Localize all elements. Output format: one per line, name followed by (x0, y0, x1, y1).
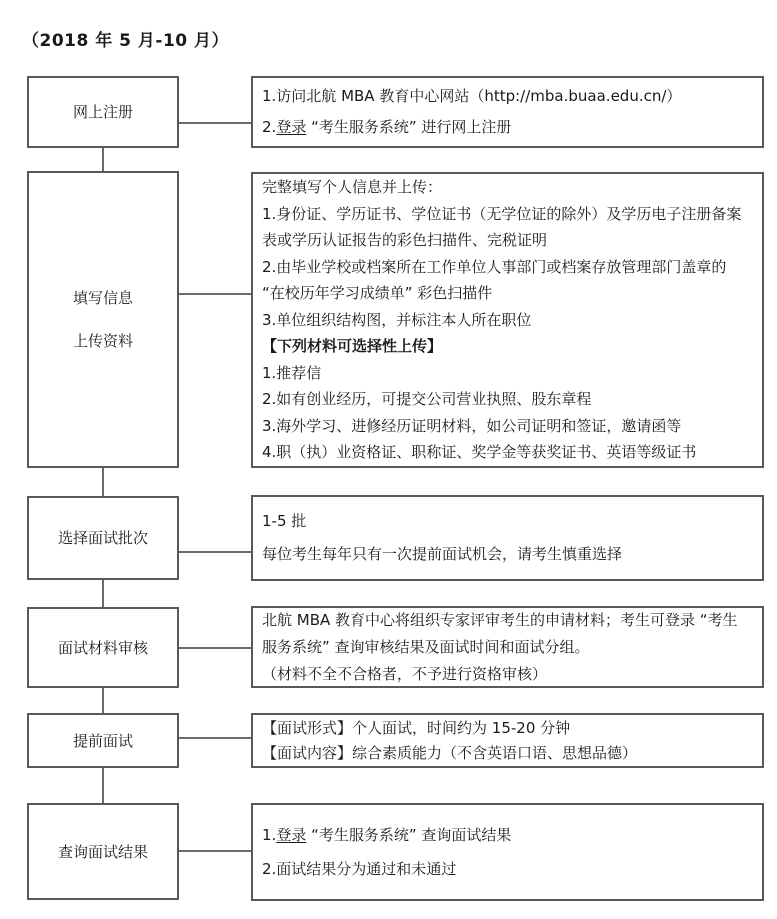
step-detail-fill-info-upload-materials (251, 172, 764, 468)
text-line: 北航 MBA 教育中心将组织专家评审考生的申请材料；考生可登录 “考生 (262, 610, 738, 629)
text-line: 提前面试 (72, 731, 133, 750)
connector-vertical-1 (102, 148, 104, 171)
text-line: 【面试内容】综合素质能力（不含英语口语、思想品德） (262, 743, 638, 762)
text-line: 2.如有创业经历，可提交公司营业执照、股东章程 (262, 390, 592, 409)
step-box-online-registration (27, 76, 179, 148)
text-line: 2.由毕业学校或档案所在工作单位人事部门或档案存放管理部门盖章的 (262, 257, 727, 276)
connector-vertical-5 (102, 768, 104, 803)
text-line: 选择面试批次 (57, 529, 148, 547)
text-line: 3.海外学习、进修经历证明材料，如公司证明和签证，邀请函等 (262, 416, 682, 435)
text-line: 1.身份证、学历证书、学位证书（无学位证的除外）及学历电子注册备案 (262, 204, 742, 223)
connector-vertical-3 (102, 580, 104, 607)
text-line: 表或学历认证报告的彩色扫描件、完税证明 (262, 231, 548, 250)
connector-horizontal-2 (179, 293, 251, 295)
text-line: 上传资料 (72, 332, 133, 350)
text-line: 2.登录 “考生服务系统” 进行网上注册 (262, 118, 512, 136)
text-line: 4.职（执）业资格证、职称证、奖学金等获奖证书、英语等级证书 (262, 443, 697, 462)
text-line: 填写信息 (72, 289, 133, 307)
connector-vertical-4 (102, 688, 104, 713)
text-line: “在校历年学习成绩单” 彩色扫描件 (262, 284, 493, 303)
text-line: 1.登录 “考生服务系统” 查询面试结果 (262, 826, 512, 844)
page-title: （2018 年 5 月-10 月） (22, 31, 230, 51)
step-box-choose-interview-batch (27, 496, 179, 580)
connector-horizontal-6 (179, 850, 251, 852)
step-detail-check-interview-result (251, 803, 764, 901)
text-line: 每位考生每年只有一次提前面试机会，请考生慎重选择 (262, 545, 623, 563)
text-line: 2.面试结果分为通过和未通过 (262, 860, 457, 878)
connector-horizontal-4 (179, 647, 251, 649)
text-line: 面试材料审核 (57, 638, 148, 657)
step-box-fill-info-upload-materials (27, 171, 179, 468)
text-line: 完整填写个人信息并上传： (262, 178, 443, 197)
step-box-interview-material-review (27, 607, 179, 688)
step-detail-online-registration (251, 76, 764, 148)
step-box-early-interview (27, 713, 179, 768)
step-detail-interview-material-review (251, 606, 764, 688)
text-line: 网上注册 (72, 103, 133, 121)
text-line: 服务系统” 查询审核结果及面试时间和面试分组。 (262, 637, 590, 656)
text-line: 查询面试结果 (57, 842, 148, 861)
text-line: 【面试形式】个人面试，时间约为 15-20 分钟 (262, 718, 571, 737)
text-line: 【下列材料可选择性上传】 (262, 337, 443, 356)
connector-horizontal-3 (179, 551, 251, 553)
step-detail-early-interview (251, 713, 764, 768)
step-box-check-interview-result (27, 803, 179, 900)
text-line: 3.单位组织结构图，并标注本人所在职位 (262, 310, 532, 329)
connector-vertical-2 (102, 468, 104, 496)
step-detail-choose-interview-batch (251, 495, 764, 581)
text-line: （材料不全不合格者，不予进行资格审核） (262, 664, 548, 683)
text-line: 1.访问北航 MBA 教育中心网站（http://mba.buaa.edu.cn/） (262, 87, 682, 105)
connector-horizontal-5 (179, 737, 251, 739)
connector-horizontal-1 (179, 122, 251, 124)
text-line: 1.推荐信 (262, 363, 322, 382)
text-line: 1-5 批 (262, 512, 307, 530)
